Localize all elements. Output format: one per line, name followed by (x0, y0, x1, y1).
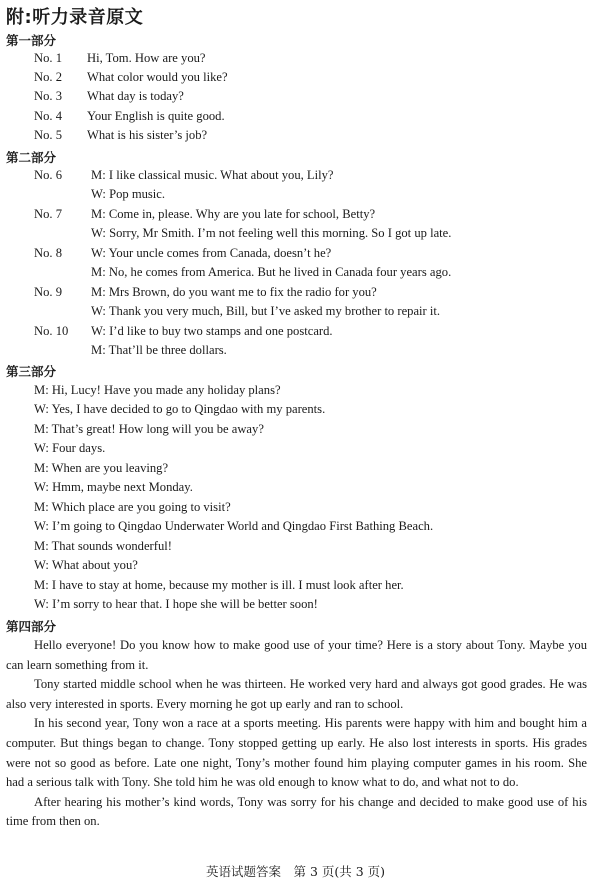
part1-item-no: No. 1 (34, 51, 62, 65)
part2-heading: 第二部分 (6, 150, 57, 165)
dialogue-line: M: When are you leaving? (34, 461, 169, 475)
part1-item-text: What day is today? (87, 89, 184, 103)
story-paragraph: In his second year, Tony won a race at a sports meeting. His parents were happy with him and bought him a computer. But things began to change. Tony stopped getting up early. He also lost interests in sports. His grades were not so good as before. Late one night, Tony’s mother found him playing computer games in his room. She had a serious talk with Tony. She told him he was old enough to know what to do, and what not to do. (6, 716, 587, 790)
part1-item-no: No. 3 (34, 89, 62, 103)
dialogue-line: W: I’m sorry to hear that. I hope she will be better soon! (34, 597, 318, 611)
dialogue-line: W: Four days. (34, 441, 106, 455)
part1-item-no: No. 2 (34, 70, 62, 84)
dialogue-line: M: Hi, Lucy! Have you made any holiday plans? (34, 383, 281, 397)
dialogue-line: W: Your uncle comes from Canada, doesn’t he? (91, 246, 332, 260)
dialogue-line: M: That’s great! How long will you be away? (34, 422, 264, 436)
story-paragraph: After hearing his mother’s kind words, Tony was sorry for his change and decided to make good use of his time from then on. (6, 794, 587, 829)
dialogue-line: M: Which place are you going to visit? (34, 500, 231, 514)
story-paragraph: Hello everyone! Do you know how to make good use of your time? Here is a story about Tony. Maybe you can learn something from it. (6, 638, 587, 672)
part2-item-no: No. 6 (34, 168, 62, 182)
page-title: 附:听力录音原文 (6, 7, 144, 28)
dialogue-line: W: Hmm, maybe next Monday. (34, 480, 193, 494)
part1-item-text: Your English is quite good. (87, 109, 225, 123)
part1-heading: 第一部分 (6, 33, 57, 48)
part1-item-text: Hi, Tom. How are you? (87, 51, 206, 65)
part2-item-no: No. 9 (34, 285, 62, 299)
part3-heading: 第三部分 (6, 364, 57, 379)
dialogue-line: W: I’m going to Qingdao Underwater World and Qingdao First Bathing Beach. (34, 519, 434, 533)
part1-item-text: What color would you like? (87, 70, 228, 84)
part4-heading: 第四部分 (6, 619, 57, 634)
dialogue-line: M: That sounds wonderful! (34, 539, 172, 553)
dialogue-line: M: I like classical music. What about you, Lily? (91, 168, 334, 182)
story-text (6, 636, 587, 832)
dialogue-line: W: I’d like to buy two stamps and one postcard. (91, 324, 333, 338)
dialogue-line: W: Yes, I have decided to go to Qingdao with my parents. (34, 402, 326, 416)
dialogue-line: W: Pop music. (91, 187, 166, 201)
dialogue-line: M: That’ll be three dollars. (91, 343, 227, 357)
part2-item-no: No. 8 (34, 246, 62, 260)
dialogue-line: W: Thank you very much, Bill, but I’ve asked my brother to repair it. (91, 304, 441, 318)
dialogue-line: M: Mrs Brown, do you want me to fix the radio for you? (91, 285, 377, 299)
part1-item-no: No. 4 (34, 109, 62, 123)
story-paragraph: Tony started middle school when he was thirteen. He worked very hard and always got good grades. He was also very interested in sports. Every morning he got up early and ran to school. (6, 677, 587, 711)
dialogue-line: W: What about you? (34, 558, 138, 572)
dialogue-line: M: No, he comes from America. But he lived in Canada four years ago. (91, 265, 452, 279)
part2-item-no: No. 10 (34, 324, 69, 338)
part1-item-no: No. 5 (34, 128, 62, 142)
part1-item-text: What is his sister’s job? (87, 128, 208, 142)
page-footer: 英语试题答案 第 3 页(共 3 页) (205, 864, 386, 879)
dialogue-line: M: Come in, please. Why are you late for school, Betty? (91, 207, 376, 221)
dialogue-line: W: Sorry, Mr Smith. I’m not feeling well this morning. So I got up late. (91, 226, 452, 240)
dialogue-line: M: I have to stay at home, because my mother is ill. I must look after her. (34, 578, 404, 592)
part2-item-no: No. 7 (34, 207, 62, 221)
